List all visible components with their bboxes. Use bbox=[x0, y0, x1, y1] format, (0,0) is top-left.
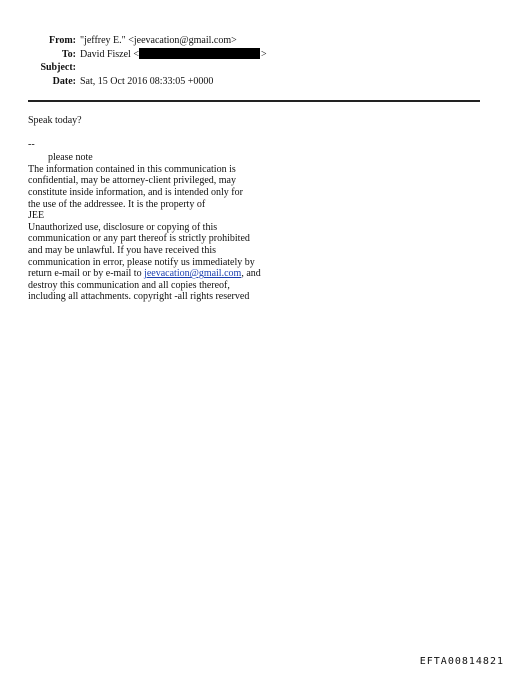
return-prefix: return e-mail or by e-mail to bbox=[28, 268, 145, 280]
note-heading: please note bbox=[48, 152, 93, 164]
from-label: From: bbox=[48, 35, 76, 46]
from-value: "jeffrey E." <jeevacation@gmail.com> bbox=[80, 35, 237, 46]
to-value bbox=[80, 48, 267, 61]
disclaimer-line: including all attachments. copyright -all rights reserved bbox=[28, 291, 250, 303]
disclaimer-line: communication or any part thereof is strictly prohibited bbox=[28, 233, 250, 245]
disclaimer-line: the use of the addressee. It is the property of bbox=[28, 198, 206, 210]
to-row bbox=[0, 48, 512, 62]
to-suffix: > bbox=[260, 48, 267, 60]
disclaimer-line: constitute inside information, and is intended only for bbox=[28, 186, 243, 198]
to-name: David Fiszel < bbox=[80, 48, 139, 60]
from-row bbox=[0, 34, 512, 48]
return-suffix: , and bbox=[241, 268, 261, 280]
redaction-bar bbox=[139, 48, 260, 59]
disclaimer-line: Unauthorized use, disclosure or copying of this bbox=[28, 221, 218, 233]
disclaimer-line: confidential, may be attorney-client privileged, may bbox=[28, 175, 236, 187]
header-divider bbox=[28, 100, 480, 102]
date-row bbox=[0, 75, 512, 89]
subject-label: Subject: bbox=[40, 62, 76, 73]
signature-separator: -- bbox=[28, 138, 35, 150]
disclaimer-line: and may be unlawful. If you have received this bbox=[28, 244, 216, 256]
email-body bbox=[28, 115, 328, 303]
email-header bbox=[0, 34, 512, 88]
document-id: EFTA00814821 bbox=[419, 656, 504, 667]
disclaimer-line: JEE bbox=[28, 210, 45, 222]
subject-row bbox=[0, 61, 512, 75]
disclaimer-line-email bbox=[28, 268, 328, 280]
message-text: Speak today? bbox=[28, 115, 82, 126]
to-label: To: bbox=[61, 48, 76, 60]
date-value: Sat, 15 Oct 2016 08:33:05 +0000 bbox=[80, 75, 214, 87]
date-label: Date: bbox=[52, 75, 76, 87]
email-link[interactable]: jeevacation@gmail.com bbox=[144, 268, 242, 280]
disclaimer-line: destroy this communication and all copies thereof, bbox=[28, 279, 230, 291]
disclaimer-line: communication in error, please notify us immediately by bbox=[28, 256, 255, 268]
disclaimer-line: The information contained in this communication is bbox=[28, 163, 236, 175]
